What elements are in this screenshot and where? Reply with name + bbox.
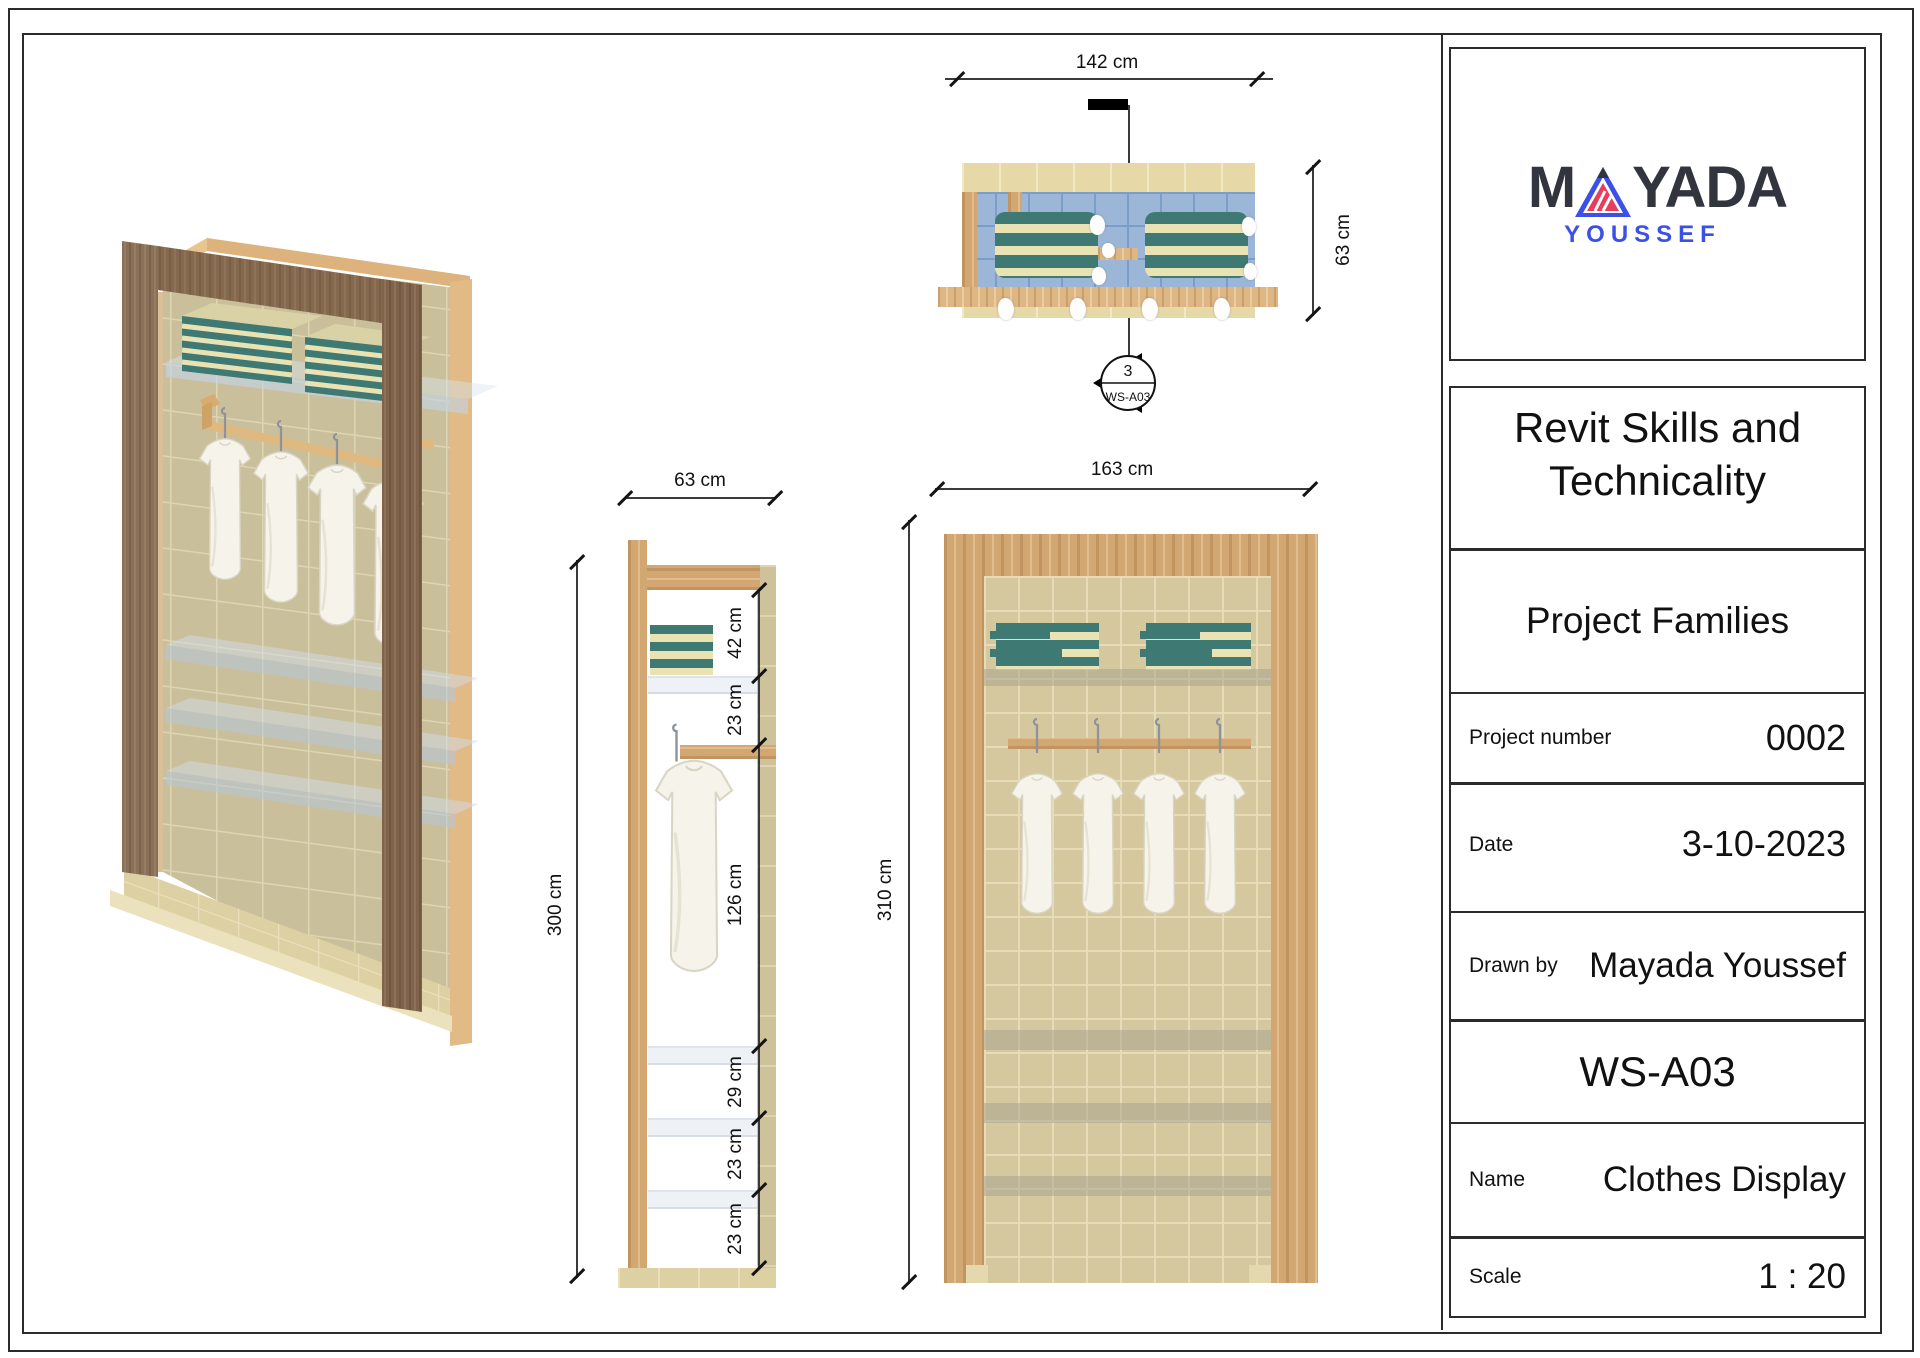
front-shelf-3 [984, 1176, 1271, 1196]
section-sheet: WS-A03 [1105, 390, 1151, 404]
scale-row [1449, 1237, 1866, 1318]
side-seg-5: 23 cm [725, 1203, 746, 1255]
project-title: Revit Skills and Technicality [1513, 404, 1802, 504]
section-number: 3 [1123, 363, 1133, 380]
sheet-code-row [1449, 1020, 1866, 1124]
plan-depth-dim-line [1312, 165, 1314, 316]
date-value: 3-10-2023 [1681, 822, 1846, 864]
side-seg-2: 126 cm [725, 863, 746, 927]
plan-view [930, 52, 1390, 435]
side-seg-1: 23 cm [725, 684, 746, 736]
side-elevation-view [540, 460, 800, 1320]
date-row [1449, 783, 1866, 913]
plan-folded-stack-left [995, 212, 1098, 278]
date-label: Date [1469, 832, 1514, 856]
drawn-by-row [1449, 911, 1866, 1021]
drawn-by-label: Drawn by [1469, 954, 1558, 977]
scale-label: Scale [1469, 1265, 1522, 1288]
plan-depth-dim: 63 cm [1333, 214, 1354, 266]
drawn-by-value: Mayada Youssef [1589, 946, 1846, 985]
plan-top-wall [962, 163, 1255, 192]
plan-width-dim: 142 cm [1075, 52, 1139, 73]
plan-folded-stack-right [1145, 212, 1248, 278]
front-elevation-view [855, 455, 1335, 1315]
side-seg-3: 29 cm [725, 1056, 746, 1108]
logo-text-m: M [1527, 155, 1575, 220]
name-row [1449, 1122, 1866, 1238]
logo-box [1449, 47, 1866, 361]
plan-width-dim-line [945, 78, 1273, 80]
name-label: Name [1469, 1168, 1526, 1191]
front-shelf-2 [984, 1103, 1271, 1123]
logo-triangle-icon [1575, 167, 1631, 217]
isometric-view [78, 168, 518, 1078]
side-width-dim: 63 cm [674, 470, 726, 491]
side-height-dim: 300 cm [545, 873, 566, 937]
name-value: Clothes Display [1602, 1160, 1846, 1199]
logo-subtext: YOUSSEF [1564, 221, 1721, 248]
project-number-value: 0002 [1765, 717, 1846, 758]
side-shirt [644, 718, 744, 978]
plan-left-post [962, 192, 977, 288]
side-seg-0: 42 cm [725, 607, 746, 659]
side-dim-chain-line [758, 590, 760, 1268]
front-height-dim: 310 cm [875, 858, 896, 922]
sheet-code: WS-A03 [1579, 1047, 1736, 1095]
project-title-box [1449, 386, 1866, 550]
side-top-beam [647, 565, 760, 590]
project-number-label: Project number [1469, 726, 1612, 749]
side-folded-stack [650, 625, 713, 675]
section-marker [1090, 345, 1166, 421]
titleblock-separator-line [1441, 33, 1443, 1330]
side-height-dim-line [576, 560, 578, 1278]
section-line-flag [1088, 99, 1128, 110]
front-width-dim: 163 cm [1090, 459, 1154, 480]
front-height-dim-line [908, 520, 910, 1284]
scale-value: 1 : 20 [1758, 1257, 1846, 1296]
project-subtitle: Project Families [1525, 600, 1790, 641]
logo-text-yada: YADA [1632, 155, 1788, 220]
project-number-row [1449, 692, 1866, 784]
front-shelf-1 [984, 1030, 1271, 1050]
side-seg-4: 23 cm [725, 1128, 746, 1180]
project-subtitle-box [1449, 549, 1866, 694]
